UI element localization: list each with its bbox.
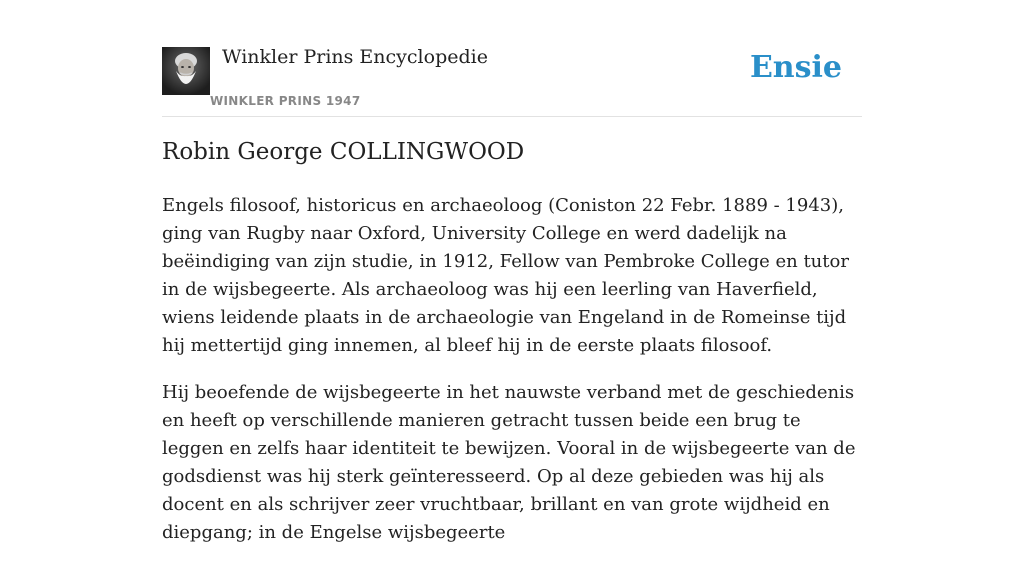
brand-logo[interactable]: Ensie [749,50,842,85]
author-avatar[interactable] [162,47,210,95]
source-title[interactable]: Winkler Prins Encyclopedie [222,46,488,68]
content-container [162,0,862,543]
article-paragraph: Hij beoefende de wijsbegeerte in het nauwste verband met de geschiedenis en heeft op verschillende manieren getracht tussen beide een brug te leggen en zelfs haar identiteit te bewijzen. Vooral in de wijsbegeerte van de godsdienst was hij sterk geïnteresseerd. Op al deze gebieden was hij als docent en als schrijver zeer vruchtbaar, brillant en van grote wijdheid en diepgang; in de Engelse wijsbegeerte [162,382,856,543]
bearded-man-portrait-icon [162,47,210,95]
article-paragraph: Engels filosoof, historicus en archaeoloog (Coniston 22 Febr. 1889 - 1943), ging van Rugby naar Oxford, University College en werd dadelijk na beëindiging van zijn studie, in 1912, Fellow van Pembroke College en tutor in de wijsbegeerte. Als archaeoloog was hij een leerling van Haverfield, wiens leidende plaats in de archaeologie van Engeland in de Romeinse tijd hij mettertijd ging innemen, al bleef hij in de eerste plaats filosoof. [162,195,849,356]
source-subtitle[interactable]: WINKLER PRINS 1947 [210,94,361,108]
article-body [162,192,862,566]
article-title: Robin George COLLINGWOOD [162,139,525,165]
header [162,0,862,117]
